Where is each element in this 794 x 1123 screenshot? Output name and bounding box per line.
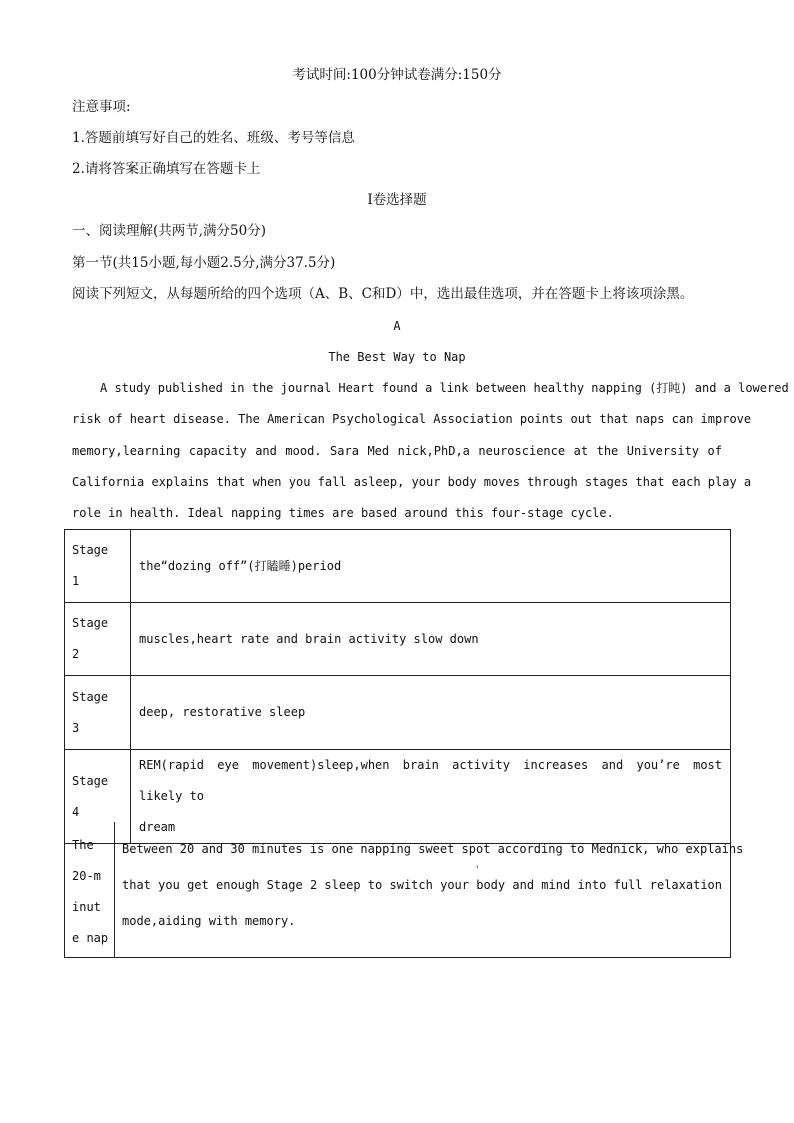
- nap-description: [122, 839, 744, 947]
- passage-line: risk of heart disease. The American Psychological Association points out that naps can improve: [72, 412, 752, 427]
- subsection-title: 第一节(共15小题,每小题2.5分,满分37.5分): [72, 255, 336, 271]
- nap-divider: [114, 822, 115, 957]
- nap-line: mode,aiding with memory.: [122, 914, 296, 928]
- passage-line: memory,learning capacity and mood. Sara Med nick,PhD,a neuroscience at the University of: [72, 443, 722, 458]
- notes-item-2: 2.请将答案正确填写在答题卡上: [72, 161, 261, 177]
- passage-letter: A: [393, 319, 401, 333]
- stage-description: the“dozing off”(打瞌睡)period: [131, 530, 731, 603]
- passage-title: The Best Way to Nap: [328, 350, 466, 364]
- sleep-stages-table: [64, 529, 731, 844]
- table-row: [65, 603, 731, 676]
- nap-row: [64, 822, 744, 958]
- stage-label: Stage 1: [65, 530, 131, 603]
- passage-line: A study published in the journal Heart found a link between healthy napping (打盹) and a lowered: [100, 381, 789, 395]
- stage-description: muscles,heart rate and brain activity slow down: [131, 603, 731, 676]
- nap-label: The 20-m inut e nap: [72, 838, 109, 945]
- stage-label: Stage 2: [65, 603, 131, 676]
- instruction-text: 阅读下列短文，从每题所给的四个选项（A、B、C和D）中，选出最佳选项，并在答题卡上将该项涂黑。: [72, 286, 694, 302]
- passage-line: role in health. Ideal napping times are based around this four-stage cycle.: [72, 506, 614, 521]
- stage-label: Stage 3: [65, 676, 131, 750]
- stage-description: REM(rapid eye movement)sleep,when brain activity increases and you’re most likely to dream: [131, 750, 731, 844]
- stage-description: deep, restorative sleep: [131, 676, 731, 750]
- nap-line: that you get enough Stage 2 sleep to switch your body and mind into full relaxation: [122, 878, 722, 892]
- notes-title: 注意事项:: [72, 99, 131, 115]
- nap-line: Between 20 and 30 minutes is one napping sweet spot according to Mednick, who explains: [122, 842, 744, 856]
- table-row: [65, 676, 731, 750]
- table-row: [65, 530, 731, 603]
- passage-line: California explains that when you fall asleep, your body moves through stages that each play a: [72, 474, 752, 489]
- notes-item-1: 1.答题前填写好自己的姓名、班级、考号等信息: [72, 130, 355, 146]
- exam-info: 考试时间:100分钟试卷满分:150分: [292, 67, 502, 83]
- passage-paragraph: [72, 378, 789, 534]
- part-title: 一、阅读理解(共两节,满分50分): [72, 223, 267, 239]
- stray-mark: ': [476, 865, 479, 875]
- stage-label: Stage 4: [65, 750, 131, 844]
- volume-title: I卷选择题: [367, 192, 427, 208]
